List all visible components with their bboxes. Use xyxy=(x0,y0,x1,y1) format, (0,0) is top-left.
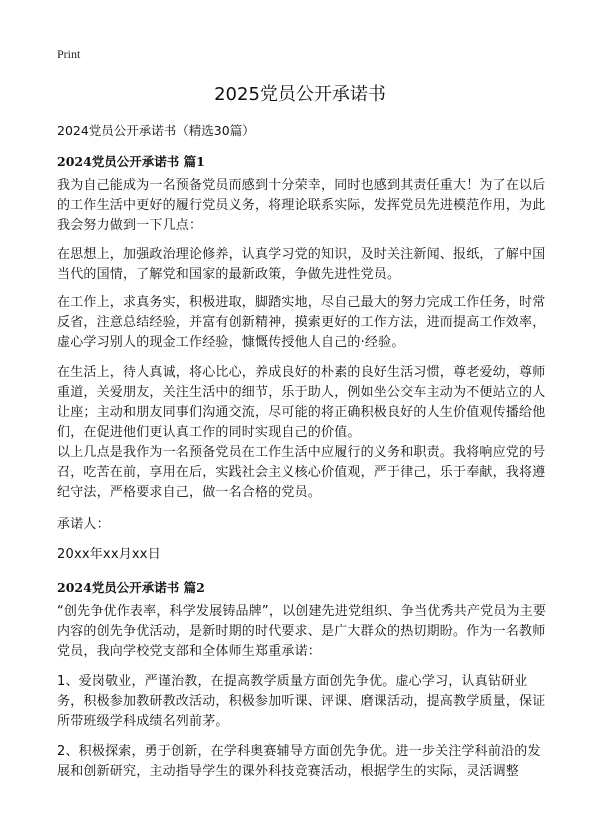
document-subtitle: 2024党员公开承诺书（精选30篇） xyxy=(57,123,255,138)
section-2-heading: 2024党员公开承诺书 篇2 xyxy=(57,580,205,595)
section-1-paragraph: 在思想上，加强政治理论修养，认真学习党的知识，及时关注新闻、报纸，了解中国当代的国情，了解党和国家的最新政策，争做先进性党员。 xyxy=(57,247,546,282)
section-1-paragraph: 以上几点是我作为一名预备党员在工作生活中应履行的义务和职责。我将响应党的号召，吃苦在前，享用在后，实践社会主义核心价值观，严于律己，乐于奉献，我将遵纪守法，严格要求自己，做一名合格的党员。 xyxy=(57,445,546,500)
print-link[interactable]: Print xyxy=(57,47,81,61)
section-1-paragraph: 我为自己能成为一名预备党员而感到十分荣幸，同时也感到其责任重大！为了在以后的工作生活中更好的履行党员义务，将理论联系实际，发挥党员先进模范作用，为此我会努力做到一下几点： xyxy=(57,178,546,233)
document-title: 2025党员公开承诺书 xyxy=(214,84,386,105)
section-1-paragraph: 在工作上，求真务实，积极进取，脚踏实地，尽自己最大的努力完成工作任务，时常反省，注意总结经验，并富有创新精神，摸索更好的工作方法，进而提高工作效率，虚心学习别人的现金工作经验，慷慨传授他人自己的·经验。 xyxy=(57,295,546,350)
section-2-paragraph: 1、爱岗敬业，严谨治教，在提高教学质量方面创先争优。虚心学习，认真钻研业务，积极参加教研教改活动，积极参加听课、评课、磨课活动，提高教学质量，保证所带班级学科成绩名列前茅。 xyxy=(57,674,546,729)
signer-label: 承诺人： xyxy=(57,517,110,532)
section-2-paragraph: 2、积极探索，勇于创新，在学科奥赛辅导方面创先争优。进一步关注学科前沿的发展和创新研究，主动指导学生的课外科技竞赛活动，根据学生的实际，灵活调整 xyxy=(57,744,541,779)
section-1-heading: 2024党员公开承诺书 篇1 xyxy=(57,154,205,169)
section-1-paragraph: 在生活上，待人真诚，将心比心，养成良好的朴素的良好生活习惯，尊老爱幼，尊师重道，关爱朋友，关注生活中的细节，乐于助人，例如坐公交车主动为不便站立的人让座；主动和朋友同事们沟通交流，尽可能的将正确积极良好的人生价值观传播给他们，在促进他们更认真工作的同时实现自己的价值。 xyxy=(57,365,546,440)
section-2-paragraph: “创先争优作表率，科学发展铸品牌”，以创建先进党组织、争当优秀共产党员为主要内容的创先争优活动，是新时期的时代要求、是广大群众的热切期盼。作为一名教师党员，我向学校党支部和全体师生郑重承诺： xyxy=(57,604,547,659)
signature-date: 20xx年xx月xx日 xyxy=(57,547,161,562)
